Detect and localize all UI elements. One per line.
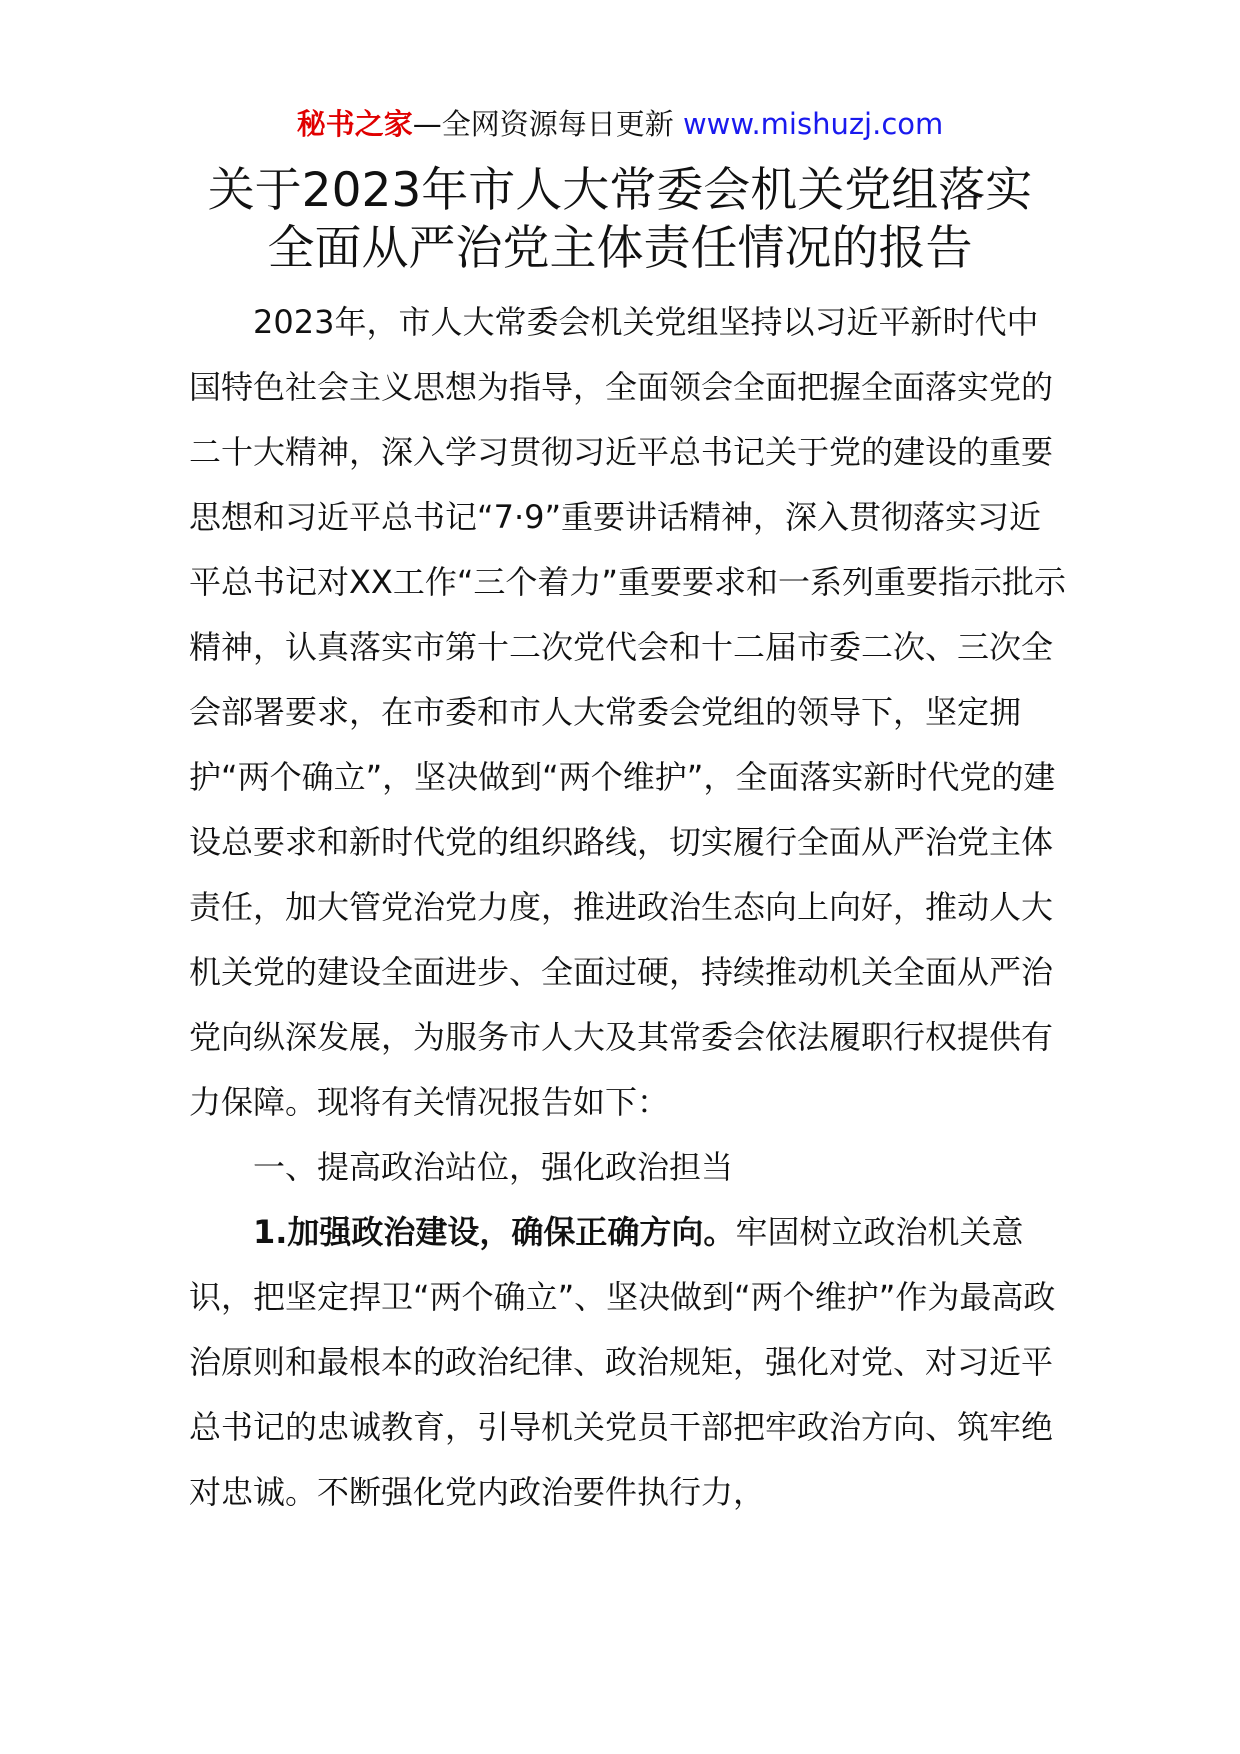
item-paragraph-1 — [189, 1200, 1069, 1525]
item-1-lead: 1.加强政治建设，确保正确方向。 — [253, 1213, 736, 1251]
document-title — [0, 162, 1240, 278]
document-body — [189, 290, 1069, 1525]
intro-paragraph: 2023年，市人大常委会机关党组坚持以习近平新时代中国特色社会主义思想为指导，全面领会全面把握全面落实党的二十大精神，深入学习贯彻习近平总书记关于党的建设的重要思想和习近平总书记“7·9”重要讲话精神，深入贯彻落实习近平总书记对XX工作“三个着力”重要要求和一系列重要指示批示精神，认真落实市第十二次党代会和十二届市委二次、三次全会部署要求，在市委和市人大常委会党组的领导下，坚定拥护“两个确立”，坚决做到“两个维护”，全面落实新时代党的建设总要求和新时代党的组织路线，切实履行全面从严治党主体责任，加大管党治党力度，推进政治生态向上向好，推动人大机关党的建设全面进步、全面过硬，持续推动机关全面从严治党向纵深发展，为服务市人大及其常委会依法履职行权提供有力保障。现将有关情况报告如下： — [189, 303, 1067, 1121]
site-header — [0, 104, 1240, 144]
title-line-1: 关于2023年市人大常委会机关党组落实 — [207, 163, 1033, 218]
site-url-link[interactable]: www.mishuzj.com — [682, 107, 944, 141]
site-tagline: —全网资源每日更新 — [412, 107, 674, 141]
site-brand: 秘书之家 — [296, 107, 413, 141]
section-heading-1: 一、提高政治站位，强化政治担当 — [253, 1148, 734, 1186]
item-1-text: 牢固树立政治机关意识，把坚定捍卫“两个确立”、坚决做到“两个维护”作为最高政治原则和最根本的政治纪律、政治规矩，强化对党、对习近平总书记的忠诚教育，引导机关党员干部把牢政治方向、筑牢绝对忠诚。不断强化党内政治要件执行力， — [189, 1213, 1056, 1511]
title-line-2: 全面从严治党主体责任情况的报告 — [267, 221, 973, 276]
